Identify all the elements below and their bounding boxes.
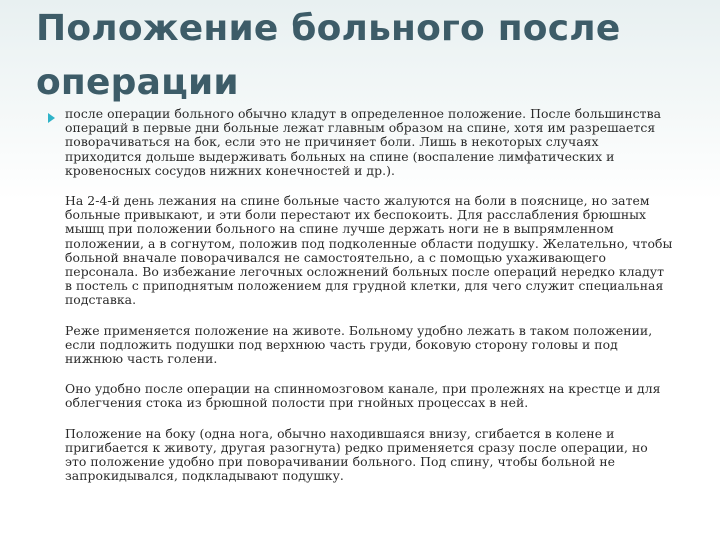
paragraph-4: Оно удобно после операции на спинномозговом канале, при пролежнях на крестце и для облегчения стока из брюшной полости при гнойных процессах в ней. (65, 381, 661, 411)
slide-body (48, 107, 673, 537)
bullet-icon (48, 113, 55, 123)
paragraph-2: На 2-4-й день лежания на спине больные часто жалуются на боли в пояснице, но затем больные привыкают, и эти боли перестают их беспокоить. Для расслабления брюшных мышц при положении больного на спине лучше держать ноги не в выпрямленном положении, а в согнутом, положив под подколенные области подушку. Желательно, чтобы больной вначале поворачивался не самостоятельно, а с помощью ухаживающего персонала. Во избежание легочных осложнений больных после операций нередко кладут в постель с приподнятым положением для грудной клетки, для чего служит специальная подставка. (65, 193, 673, 308)
paragraph-5: Положение на боку (одна нога, обычно находившаяся внизу, сгибается в колене и пригибается к животу, другая разогнута) редко применяется сразу после операции, но это положение удобно при поворачивании больного. Под спину, чтобы больной не запрокидывался, подкладывают подушку. (65, 425, 648, 484)
slide-title: Положение больного после операции (36, 8, 621, 103)
paragraph-3: Реже применяется положение на животе. Больному удобно лежать в таком положении, если подложить подушки под верхнюю часть груди, боковую сторону головы и под нижнюю часть голени. (65, 322, 653, 367)
paragraph-1: после операции больного обычно кладут в определенное положение. После большинства операций в первые дни больные лежат главным образом на спине, хотя им разрешается поворачиваться на бок, если это не причиняет боли. Лишь в некоторых случаях приходится дольше выдерживать больных на спине (воспаление лимфатических и кровеносных сосудов нижних конечностей и др.). (65, 107, 662, 178)
